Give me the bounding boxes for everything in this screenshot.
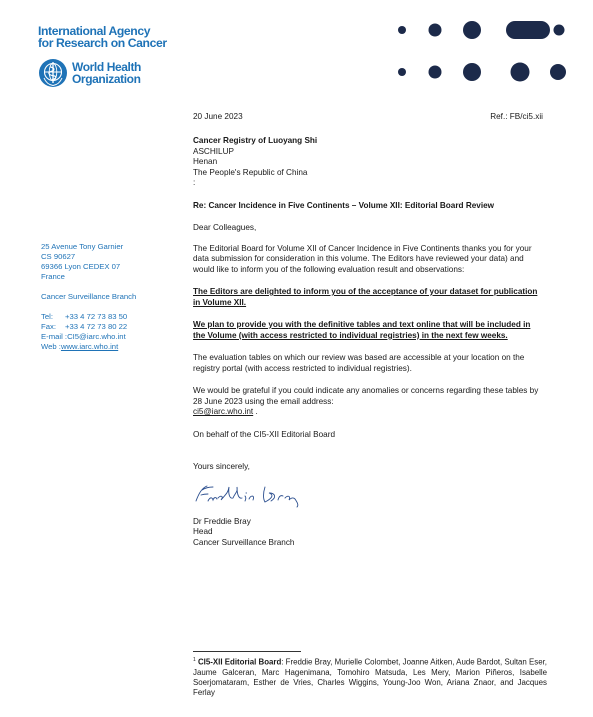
signer-title: Head <box>193 527 213 536</box>
web-link[interactable]: www.iarc.who.int <box>60 342 119 351</box>
address-line2: CS 90627 <box>41 252 76 261</box>
address-line1: 25 Avenue Tony Garnier <box>41 242 124 251</box>
signer-block <box>193 517 543 549</box>
web-label: Web : <box>41 342 61 351</box>
fax-row <box>41 322 171 332</box>
paragraph-tables-plan: We plan to provide you with the definitive tables and text online that will be included in the Volume (with access restricted to individual registries) in the next few weeks. <box>193 320 531 340</box>
letter-body <box>193 112 543 548</box>
email-label: E-mail : <box>41 332 68 341</box>
footnote-divider <box>193 651 301 652</box>
email-row <box>41 332 171 342</box>
paragraph-on-behalf: On behalf of the CI5-XII Editorial Board <box>193 429 335 439</box>
paragraph-anomalies <box>193 386 543 418</box>
closing: Yours sincerely, <box>193 462 250 471</box>
address-line3: 69366 Lyon CEDEX 07 <box>41 262 121 271</box>
tel-row <box>41 312 171 322</box>
letter-date: 20 June 2023 <box>193 112 243 121</box>
paragraph-acceptance: The Editors are delighted to inform you of the acceptance of your dataset for publication in Volume XII. <box>193 287 538 307</box>
letter-reference: Ref.: FB/ci5.xii <box>490 112 543 121</box>
date-ref-row <box>193 112 543 124</box>
tel-label: Tel: <box>41 312 53 321</box>
who-name-line1: World Health <box>72 60 141 74</box>
recipient-line4: The People's Republic of China <box>193 167 308 177</box>
salutation: Dear Colleagues, <box>193 223 257 232</box>
contact-email-link[interactable]: ci5@iarc.who.int <box>193 407 254 416</box>
email-value[interactable]: CI5@iarc.who.int <box>67 332 126 341</box>
fax-value: +33 4 72 73 80 22 <box>65 322 128 331</box>
footnote <box>193 655 547 698</box>
branch-name: Cancer Surveillance Branch <box>41 292 137 301</box>
org-name-line2: for Research on Cancer <box>38 36 167 50</box>
who-emblem-icon <box>38 58 68 88</box>
fax-label: Fax: <box>41 322 56 331</box>
handwritten-signature <box>193 481 543 509</box>
paragraph-anomalies-text: We would be grateful if you could indicate any anomalies or concerns regarding these tables by 28 June 2023 using the email address: <box>193 386 539 406</box>
recipient-block <box>193 136 543 189</box>
contact-sidebar <box>41 242 171 352</box>
signer-branch: Cancer Surveillance Branch <box>193 537 295 547</box>
footnote-marker: 1 <box>193 657 196 663</box>
paragraph-evaluation-tables: The evaluation tables on which our review was based are accessible at your location on the registry portal (with access restricted to individual registries). <box>193 353 525 373</box>
address-line4: France <box>41 272 65 281</box>
recipient-line5: : <box>193 178 196 187</box>
recipient-line3: Henan <box>193 157 218 166</box>
recipient-line2: ASCHILUP <box>193 146 234 156</box>
web-row <box>41 342 171 352</box>
footnote-label: CI5-XII Editorial Board <box>195 657 282 667</box>
org-name <box>38 25 167 49</box>
paragraph-1: The Editorial Board for Volume XII of Cancer Incidence in Five Continents thanks you for your data submission for consideration in this volume. The Editors have reviewed your data) and would like to inform you of the following evaluation result and observations: <box>193 243 532 274</box>
recipient-name: Cancer Registry of Luoyang Shi <box>193 136 318 145</box>
footnote-text: : Freddie Bray, Murielle Colombet, Joanne Aitken, Aude Bardot, Sultan Eser, Jaume Galceran, Marc Hagenimana, Tomohiro Matsuda, Les Mery, Marion Piñeros, Isabelle Soerjomataram, Esther de Vries, Charles Wiggins, Young-Joo Won, Ariana Znaor, and Jacques Ferlay <box>193 657 547 697</box>
signer-name: Dr Freddie Bray <box>193 516 251 526</box>
who-name <box>72 61 141 85</box>
iarc-dots-logo <box>392 18 572 88</box>
letter-subject: Re: Cancer Incidence in Five Continents – Volume XII: Editorial Board Review <box>193 200 495 210</box>
who-name-line2: Organization <box>72 72 141 86</box>
org-name-line1: International Agency <box>38 24 151 38</box>
tel-value: +33 4 72 73 83 50 <box>65 312 128 321</box>
paragraph-anomalies-end: . <box>253 407 258 416</box>
